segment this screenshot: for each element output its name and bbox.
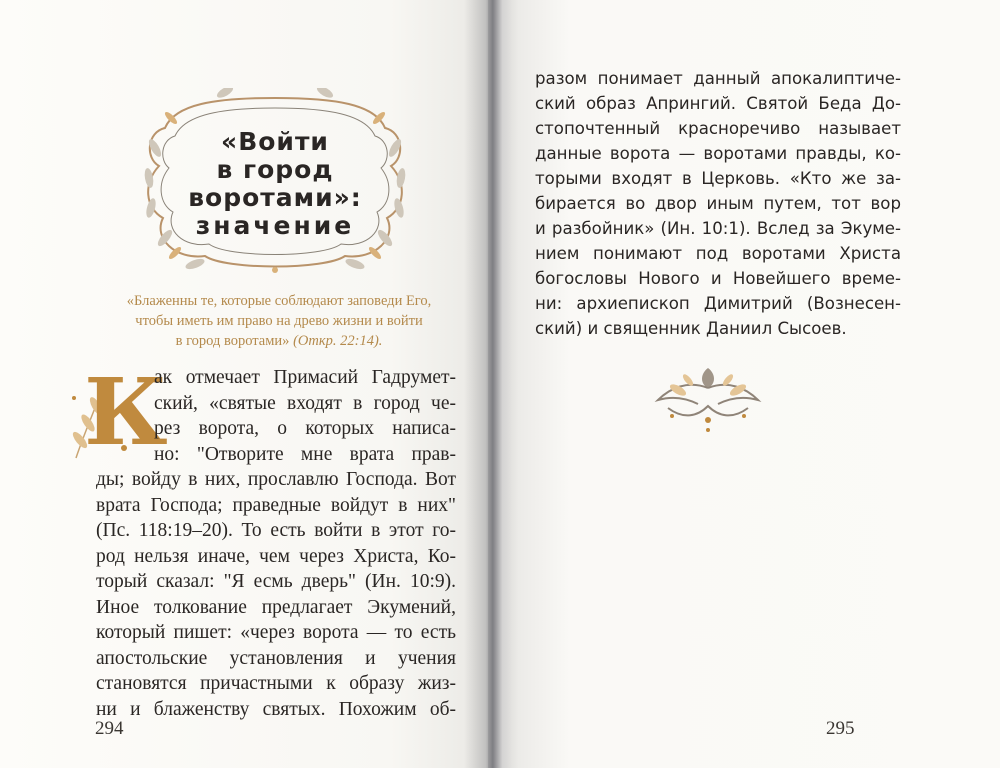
epigraph-line: в город воротами» bbox=[175, 333, 290, 349]
title-line: значение bbox=[195, 211, 355, 240]
drop-cap-letter: К bbox=[84, 358, 168, 466]
text-line: ский, «святые входят в город че- bbox=[154, 392, 456, 414]
text-line: данные ворота — воротами правды, ко- bbox=[535, 144, 901, 163]
text-line: ак отмечает Примасий Гадрумет- bbox=[154, 367, 456, 388]
title-line: воротами»: bbox=[188, 183, 362, 212]
text-line: торый сказал: "Я есмь дверь" (Ин. 10:9). bbox=[96, 571, 456, 592]
text-line: становятся причастными к образу жиз- bbox=[96, 673, 456, 694]
floral-ornament-icon bbox=[648, 360, 768, 440]
epigraph-line: «Блаженны те, которые соблюдают заповеди Его, bbox=[126, 293, 432, 309]
epigraph-line: чтобы иметь им право на древо жизни и войти bbox=[135, 313, 423, 329]
text-line: ни и блаженству святых. Похожим об- bbox=[96, 698, 456, 720]
text-line: ды; войду в них, прославлю Господа. Вот bbox=[96, 469, 456, 490]
text-line: Иное толкование предлагает Экумений, bbox=[96, 596, 456, 618]
text-line: (Пс. 118:19–20). То есть войти в этот го- bbox=[96, 520, 456, 541]
page-number-left: 294 bbox=[95, 718, 124, 739]
text-line: ни: архиепископ Димитрий (Вознесен- bbox=[535, 294, 901, 313]
book-gutter bbox=[464, 0, 512, 768]
epigraph bbox=[90, 291, 468, 351]
page-number-right: 295 bbox=[826, 718, 855, 739]
left-body-text bbox=[96, 365, 456, 722]
text-line: богословы Нового и Новейшего време- bbox=[535, 269, 901, 288]
text-line: разом понимает данный апокалиптиче- bbox=[535, 69, 901, 88]
text-line: который пишет: «через ворота — то есть bbox=[96, 622, 456, 643]
title-line: в город bbox=[216, 155, 334, 184]
text-line: апостольские установления и учения bbox=[96, 647, 456, 669]
text-line: ский образ Апрингий. Святой Беда До- bbox=[535, 94, 901, 113]
right-body-text bbox=[535, 66, 901, 341]
text-line: и разбойник» (Ин. 10:1). Вслед за Экуме- bbox=[535, 219, 901, 238]
text-line: род нельзя иначе, чем через Христа, Ко- bbox=[96, 545, 456, 567]
text-line: рез ворота, о которых написа- bbox=[154, 418, 456, 439]
text-line: нием понимают под воротами Христа bbox=[535, 244, 901, 263]
epigraph-line-last bbox=[90, 331, 468, 351]
text-line: стопочтенный красноречиво называет bbox=[535, 119, 901, 138]
text-line: ский) и священник Даниил Сысоев. bbox=[535, 319, 847, 338]
text-line: врата Господа; праведные войдут в них" bbox=[96, 494, 456, 516]
title-line: «Войти bbox=[221, 127, 329, 156]
chapter-title-frame bbox=[135, 88, 415, 278]
text-line: бирается во двор иным путем, тот вор bbox=[535, 194, 901, 213]
text-line: но: "Отворите мне врата прав- bbox=[154, 443, 456, 465]
chapter-title bbox=[175, 128, 375, 240]
text-line: торыми входят в Церковь. «Кто же за- bbox=[535, 169, 901, 188]
epigraph-reference: (Откр. 22:14). bbox=[293, 333, 383, 349]
